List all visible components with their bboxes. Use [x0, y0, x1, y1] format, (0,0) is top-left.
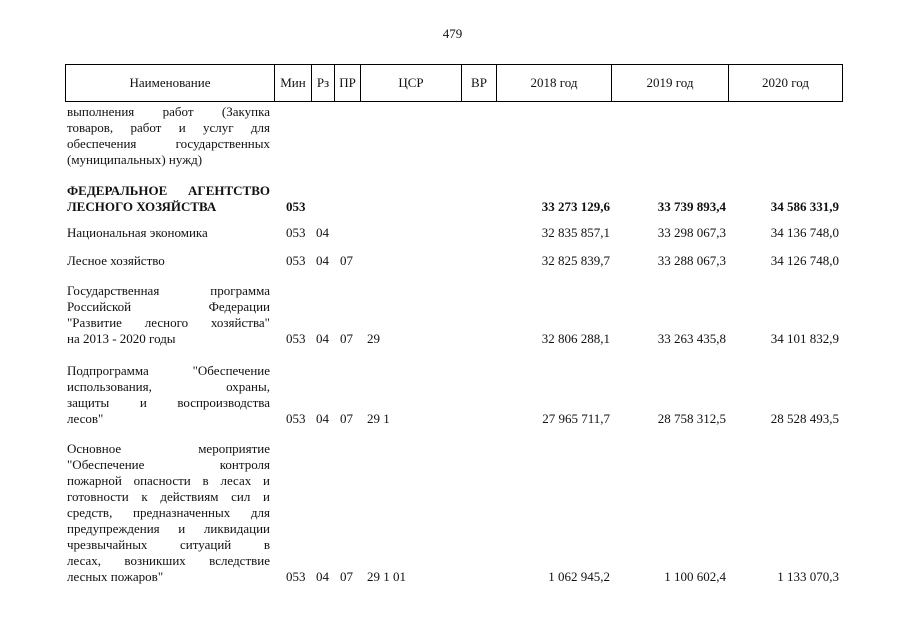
table-header: [65, 64, 843, 102]
row-name-line: обеспечения государственных: [67, 136, 270, 151]
row-name-line: средств, предназначенных для: [67, 505, 270, 520]
row-name: [67, 225, 270, 241]
row-name-line: лесах, возникших вследствие: [67, 553, 270, 568]
cell-v2019: 1 100 602,4: [664, 569, 726, 584]
row-name-line: Подпрограмма "Обеспечение: [67, 363, 270, 378]
row-name: [67, 363, 270, 427]
row-name-line: "Развитие лесного хозяйства": [67, 315, 270, 330]
cell-pr: 07: [340, 331, 353, 346]
cell-v2018: 27 965 711,7: [542, 411, 610, 426]
cell-v2020: 34 101 832,9: [770, 331, 839, 346]
row-name-line: выполнения работ (Закупка: [67, 104, 270, 119]
cell-v2018: 32 825 839,7: [541, 253, 610, 268]
header-2018: 2018 год: [497, 65, 612, 101]
row-name-line: Основное мероприятие: [67, 441, 270, 456]
header-2020: 2020 год: [762, 75, 809, 90]
row-name-line: готовности к действиям сил и: [67, 489, 270, 504]
cell-csr: 29: [367, 331, 380, 346]
row-name-line: пожарной опасности в лесах и: [67, 473, 270, 488]
row-name-line: предупреждения и ликвидации: [67, 521, 270, 536]
cell-pr: 07: [340, 253, 353, 268]
cell-rz: 04: [316, 411, 329, 426]
cell-min: 053: [286, 331, 306, 346]
row-name-line: ЛЕСНОГО ХОЗЯЙСТВА: [67, 199, 217, 214]
header-csr: ЦСР: [361, 65, 462, 101]
header-2019: 2019 год: [612, 65, 729, 101]
cell-v2018: 1 062 945,2: [548, 569, 610, 584]
cell-v2020: 34 126 748,0: [770, 253, 839, 268]
cell-min: 053: [286, 253, 306, 268]
cell-min: 053: [286, 569, 306, 584]
cell-v2020: 34 586 331,9: [770, 199, 839, 214]
row-name: [67, 253, 270, 269]
header-name: Наименование: [66, 65, 275, 101]
cell-min: 053: [286, 225, 306, 240]
cell-v2019: 28 758 312,5: [657, 411, 726, 426]
row-name: [67, 183, 270, 215]
row-name-line: чрезвычайных ситуаций в: [67, 537, 270, 552]
header-pr: ПР: [335, 65, 361, 101]
cell-v2020: 1 133 070,3: [777, 569, 839, 584]
cell-csr: 29 1 01: [367, 569, 406, 584]
row-name-line: Государственная программа: [67, 283, 270, 298]
header-vr: ВР: [462, 65, 497, 101]
row-name-line: товаров, работ и услуг для: [67, 120, 270, 135]
cell-csr: 29 1: [367, 411, 390, 426]
cell-rz: 04: [316, 331, 329, 346]
row-name-line: на 2013 - 2020 годы: [67, 331, 176, 346]
cell-min: 053: [286, 411, 306, 426]
cell-v2018: 32 835 857,1: [541, 225, 610, 240]
row-name-line: Российской Федерации: [67, 299, 270, 314]
cell-v2020: 28 528 493,5: [770, 411, 839, 426]
cell-v2019: 33 263 435,8: [657, 331, 726, 346]
cell-v2019: 33 739 893,4: [657, 199, 726, 214]
row-name: [67, 283, 270, 347]
cell-v2019: 33 298 067,3: [657, 225, 726, 240]
cell-rz: 04: [316, 225, 329, 240]
row-name-line: лесов": [67, 411, 104, 426]
page-number: 479: [442, 26, 463, 41]
row-name-line: защиты и воспроизводства: [67, 395, 270, 410]
cell-rz: 04: [316, 569, 329, 584]
row-name-line: "Обеспечение контроля: [67, 457, 270, 472]
row-name-line: использования, охраны,: [67, 379, 270, 394]
cell-rz: 04: [316, 253, 329, 268]
cell-pr: 07: [340, 411, 353, 426]
row-name-line: ФЕДЕРАЛЬНОЕ АГЕНТСТВО: [67, 183, 270, 198]
cell-min: 053: [286, 199, 306, 214]
cell-v2019: 33 288 067,3: [657, 253, 726, 268]
row-name: [67, 104, 270, 168]
row-name-line: (муниципальных) нужд): [67, 152, 203, 167]
header-min: Мин: [275, 65, 312, 101]
row-name-line: Лесное хозяйство: [67, 253, 165, 268]
row-name: [67, 441, 270, 585]
cell-pr: 07: [340, 569, 353, 584]
cell-v2018: 32 806 288,1: [541, 331, 610, 346]
cell-v2020: 34 136 748,0: [770, 225, 839, 240]
cell-v2018: 33 273 129,6: [541, 199, 610, 214]
header-rz: Рз: [312, 65, 335, 101]
row-name-line: Национальная экономика: [67, 225, 208, 240]
row-name-line: лесных пожаров": [67, 569, 164, 584]
